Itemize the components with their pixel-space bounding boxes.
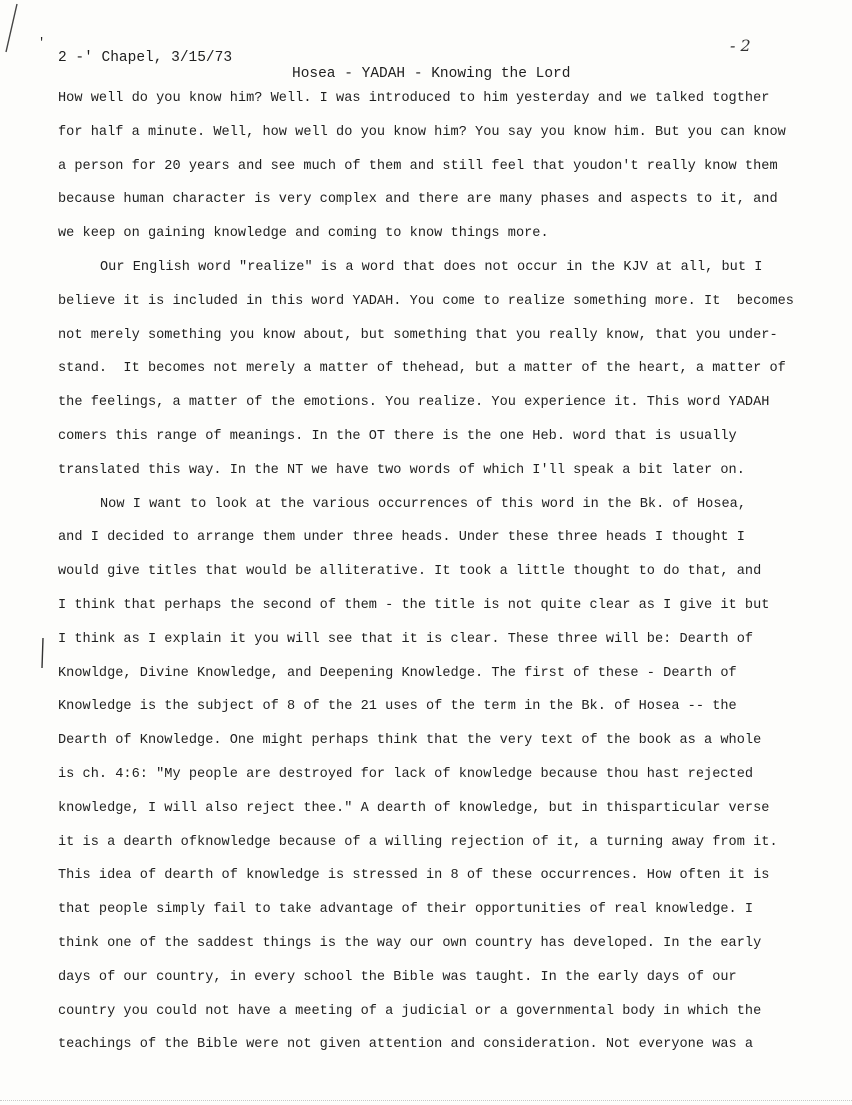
- header-title: Hosea - YADAH - Knowing the Lord: [292, 66, 571, 82]
- margin-bar-mark: [40, 636, 46, 670]
- text-line: think one of the saddest things is the way our own country has developed. In the early: [58, 935, 762, 951]
- margin-slash-mark: [0, 0, 40, 60]
- text-line: that people simply fail to take advantage of their opportunities of real knowledge. I: [58, 902, 754, 918]
- header-tick-mark: ': [38, 36, 46, 50]
- text-line: Knowldge, Divine Knowledge, and Deepening Knowledge. The first of these - Dearth of: [58, 665, 737, 681]
- text-line: for half a minute. Well, how well do you know him? You say you know him. But you can know: [58, 124, 786, 140]
- text-line: Knowledge is the subject of 8 of the 21 uses of the term in the Bk. of Hosea -- the: [58, 699, 737, 715]
- text-line: teachings of the Bible were not given attention and consideration. Not everyone was a: [58, 1037, 754, 1053]
- text-line: is ch. 4:6: "My people are destroyed for lack of knowledge because thou hast rejected: [58, 766, 754, 782]
- text-line: stand. It becomes not merely a matter of thehead, but a matter of the heart, a matter of: [58, 361, 786, 377]
- text-line: believe it is included in this word YADAH. You come to realize something more. It becomes: [58, 293, 794, 309]
- page-bottom-edge: [0, 1100, 852, 1102]
- text-line: country you could not have a meeting of a judicial or a governmental body in which the: [58, 1003, 762, 1019]
- text-line: would give titles that would be alliterative. It took a little thought to do that, and: [58, 564, 762, 580]
- text-line: translated this way. In the NT we have two words of which I'll speak a bit later on.: [58, 462, 745, 478]
- paragraph: [58, 488, 828, 1063]
- paragraph: [58, 251, 828, 488]
- text-line: not merely something you know about, but something that you really know, that you under-: [58, 327, 778, 343]
- text-line: Our English word "realize" is a word that does not occur in the KJV at all, but I: [100, 259, 763, 275]
- text-line: the feelings, a matter of the emotions. You realize. You experience it. This word YADAH: [58, 395, 770, 411]
- page-number: - 2: [730, 36, 751, 55]
- text-line: Now I want to look at the various occurrences of this word in the Bk. of Hosea,: [100, 496, 747, 512]
- body-text: [58, 82, 828, 1062]
- text-line: comers this range of meanings. In the OT there is the one Heb. word that is usually: [58, 428, 737, 444]
- text-line: I think as I explain it you will see that it is clear. These three will be: Dearth of: [58, 631, 754, 647]
- text-line: How well do you know him? Well. I was introduced to him yesterday and we talked togther: [58, 91, 770, 106]
- text-line: it is a dearth ofknowledge because of a willing rejection of it, a turning away from it.: [58, 834, 778, 850]
- text-line: knowledge, I will also reject thee." A dearth of knowledge, but in thisparticular verse: [58, 800, 770, 816]
- paragraph: [58, 82, 828, 251]
- header-chapel-date: 2 -' Chapel, 3/15/73: [58, 50, 233, 66]
- text-line: I think that perhaps the second of them - the title is not quite clear as I give it but: [58, 597, 770, 613]
- text-line: and I decided to arrange them under three heads. Under these three heads I thought I: [58, 530, 745, 546]
- text-line: because human character is very complex and there are many phases and aspects to it, and: [58, 192, 778, 208]
- text-line: This idea of dearth of knowledge is stressed in 8 of these occurrences. How often it is: [58, 868, 770, 884]
- text-line: Dearth of Knowledge. One might perhaps think that the very text of the book as a whole: [58, 733, 762, 749]
- text-line: days of our country, in every school the Bible was taught. In the early days of our: [58, 969, 737, 985]
- text-line: we keep on gaining knowledge and coming to know things more.: [58, 226, 549, 242]
- text-line: a person for 20 years and see much of them and still feel that youdon't really know them: [58, 158, 778, 174]
